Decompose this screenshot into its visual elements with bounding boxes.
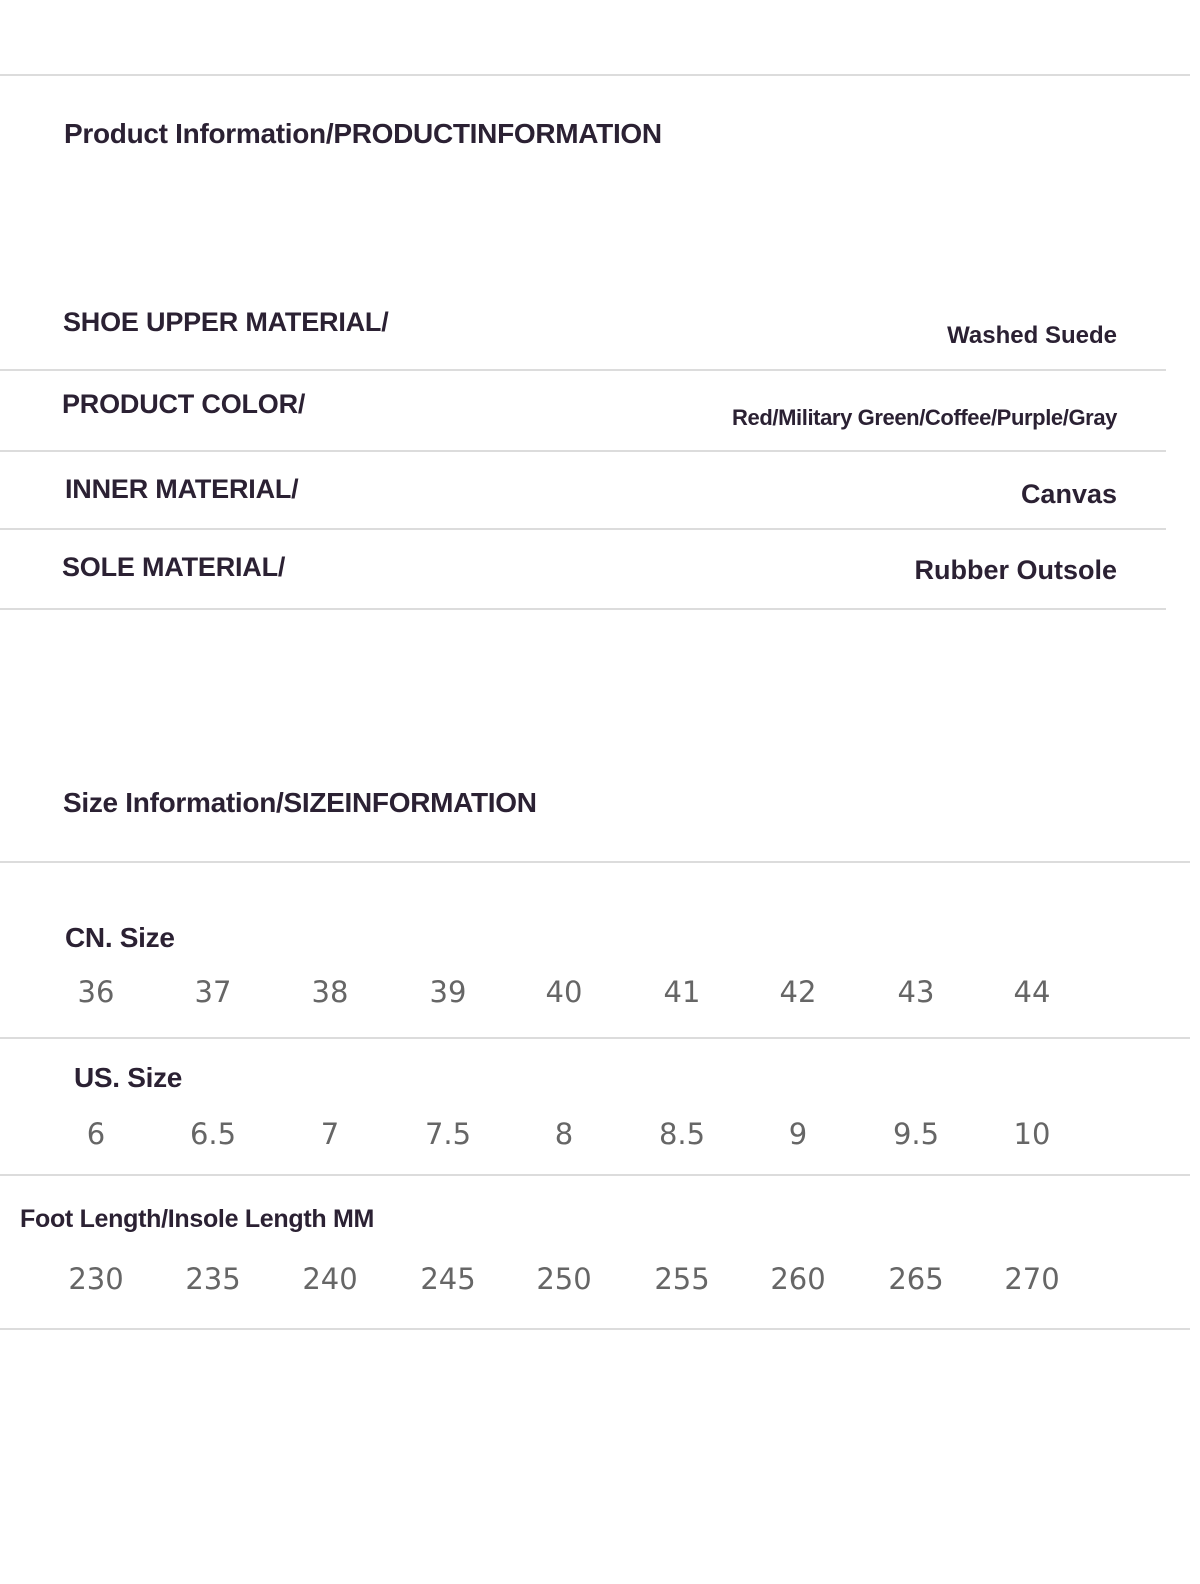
us-size-cell: 6.5 — [189, 1117, 237, 1151]
upper-material-label: SHOE UPPER MATERIAL/ — [63, 307, 389, 337]
foot-length-cell: 245 — [420, 1262, 476, 1296]
cn-size-cell: 39 — [429, 975, 467, 1009]
cn-size-cell: 43 — [897, 975, 935, 1009]
row-divider — [0, 608, 1166, 610]
cn-size-row — [0, 975, 1200, 1015]
us-size-row — [0, 1117, 1200, 1157]
us-size-cell: 9 — [788, 1117, 808, 1151]
foot-length-cell: 235 — [185, 1262, 241, 1296]
size-info-title: Size Information/SIZEINFORMATION — [63, 787, 537, 818]
foot-length-label: Foot Length/Insole Length MM — [20, 1205, 375, 1233]
us-size-cell: 8.5 — [658, 1117, 706, 1151]
foot-length-cell: 270 — [1004, 1262, 1060, 1296]
us-size-cell: 7 — [320, 1117, 340, 1151]
size-divider — [0, 1174, 1190, 1176]
sole-material-label: SOLE MATERIAL/ — [62, 552, 286, 582]
product-info-title: Product Information/PRODUCTINFORMATION — [64, 118, 662, 149]
size-divider — [0, 1037, 1190, 1039]
foot-length-cell: 260 — [770, 1262, 826, 1296]
cn-size-cell: 41 — [663, 975, 701, 1009]
size-divider — [0, 861, 1190, 863]
foot-length-cell: 240 — [302, 1262, 358, 1296]
us-size-cell: 9.5 — [892, 1117, 940, 1151]
top-divider — [0, 74, 1190, 76]
sole-material-value: Rubber Outsole — [914, 555, 1117, 585]
cn-size-cell: 42 — [779, 975, 817, 1009]
cn-size-cell: 44 — [1013, 975, 1051, 1009]
cn-size-label: CN. Size — [65, 922, 175, 953]
us-size-cell: 10 — [1013, 1117, 1051, 1151]
us-size-cell: 7.5 — [424, 1117, 472, 1151]
us-size-cell: 8 — [554, 1117, 574, 1151]
us-size-label: US. Size — [74, 1062, 183, 1093]
row-divider — [0, 450, 1166, 452]
cn-size-cell: 38 — [311, 975, 349, 1009]
product-color-value: Red/Military Green/Coffee/Purple/Gray — [732, 405, 1117, 430]
cn-size-cell: 40 — [545, 975, 583, 1009]
inner-material-value: Canvas — [1020, 479, 1117, 509]
foot-length-cell: 265 — [888, 1262, 944, 1296]
foot-length-cell: 230 — [68, 1262, 124, 1296]
row-divider — [0, 528, 1166, 530]
size-divider — [0, 1328, 1190, 1330]
inner-material-label: INNER MATERIAL/ — [65, 474, 299, 504]
cn-size-cell: 36 — [77, 975, 115, 1009]
row-divider — [0, 369, 1166, 371]
product-color-label: PRODUCT COLOR/ — [62, 389, 306, 419]
us-size-cell: 6 — [86, 1117, 106, 1151]
upper-material-value: Washed Suede — [947, 322, 1117, 349]
cn-size-cell: 37 — [194, 975, 232, 1009]
foot-length-cell: 250 — [536, 1262, 592, 1296]
foot-length-row — [0, 1262, 1200, 1302]
foot-length-cell: 255 — [654, 1262, 710, 1296]
